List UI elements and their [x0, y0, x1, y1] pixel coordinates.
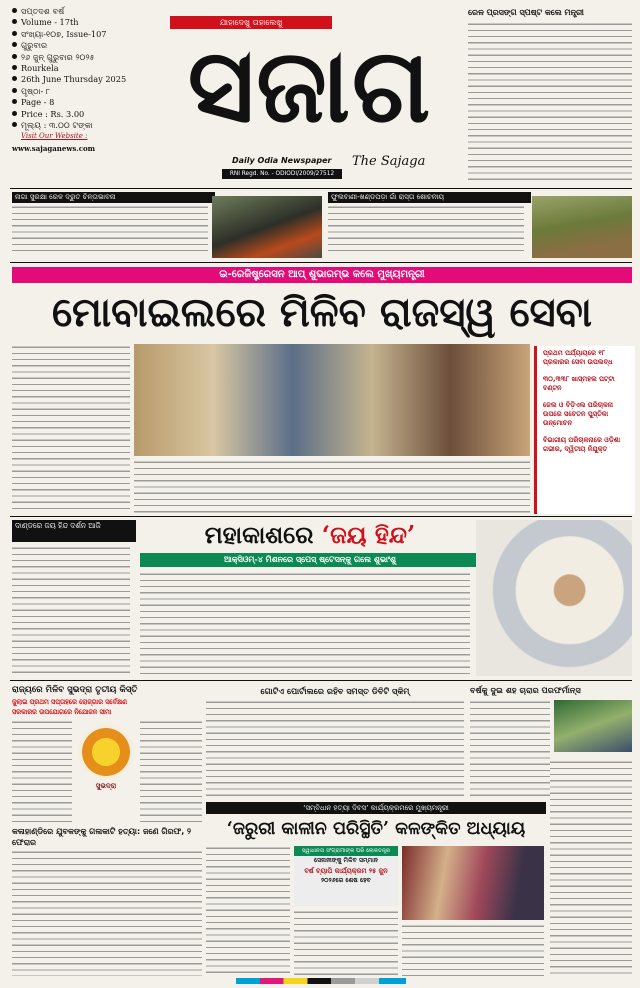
lead-bullets [534, 346, 635, 514]
visit-label: Visit Our Website : [21, 132, 88, 141]
emergency-box-line: ସେନାନୀଙ୍କୁ ମିଳିବ ସମ୍ମାନ [313, 857, 378, 864]
weekday: ଗୁରୁବାର [12, 40, 172, 51]
lead-body-col1 [12, 345, 130, 513]
bottom-left-body [12, 850, 202, 976]
space-side-body [12, 546, 130, 676]
masthead-title: ସଜାଗ [187, 26, 433, 146]
subhadra-headline: ରାଜ୍ୟରେ ମିଳିବ ସୁଭଦ୍ରା ତୃତୀୟ କିସ୍ତି [12, 685, 138, 695]
lead-bullet: ୩୦,୩୩୮ ଖାସ୍‌ମହଲ ପଟ୍ଟା ବଣ୍ଟନ [543, 375, 615, 392]
strip-left-headline: ନାଗା ସୁରକ୍ଷା ରେଳ ଦ୍ରୁତ ଚିନ୍ତାଭାବନା [12, 192, 215, 203]
date-odia: ୨୬ ଜୁନ୍ ଗୁରୁବାର ୨୦୨୫ [12, 52, 172, 63]
emergency-box-line: ସ୍ୱାଧୀନତା ସଂଗ୍ରାମୀଙ୍କ ପରି ଲୋକତନ୍ତ୍ର [294, 846, 398, 856]
space-sub: ଆକ୍ସିଓମ୍-୪ ମିଶନରେ ସ୍ପେସ୍ ଷ୍ଟେସନ୍‌କୁ ଗଲେ ଶୁଭାଂଶୁ [140, 553, 480, 567]
subhadra-bullet-2: ସରକାରର ଉପଯୋଗରେ ନିଯୋଜନ ସୀମା [12, 708, 112, 716]
emergency-box-line: ବର୍ଷ ବ୍ୟାପି କାର୍ଯ୍ୟକ୍ରମ ୨୫ ଜୁନ [304, 867, 388, 875]
subhadra-bullet-1: ଜୁଲାଇ ପ୍ରଥମ ସପ୍ତାହରେ ରୋଜ୍ଗାର ସର୍ବେକ୍ଷଣ [12, 698, 127, 706]
portal-headline: ଗୋଟିଏ ପୋର୍ଟାଲରେ ରହିବ ସମସ୍ତ ଡିବିଟି ସ୍କିମ୍ [260, 686, 410, 696]
rule [10, 680, 632, 681]
bottom-left-headline: କଳାହାଣ୍ଡିରେ ଯୁବକଙ୍କୁ ଗଳାକାଟି ହତ୍ୟା: ଜଣେ ଗିରଫ, ୨ ଫେରାର [12, 827, 192, 847]
strip-right-body [328, 205, 524, 255]
tagline-bar: ଯାହାଦେଖୁ ତାହାଲେଖୁ [170, 16, 332, 29]
astronaut-photo [476, 520, 632, 676]
plant-body [470, 700, 550, 800]
plant-photo [554, 700, 632, 752]
space-headline [140, 520, 480, 550]
plant-headline: ବର୍ଷକୁ ଦୁଇ ଶହ ଚାରାର ପରଫର୍ମାନ୍ସ [470, 685, 581, 695]
top-right-body [468, 22, 632, 182]
strip-right-photo [532, 196, 632, 258]
emergency-headline: ‘ଜରୁରୀ କାଳୀନ ପରିସ୍ଥିତି’ କଳଙ୍କିତ ଅଧ୍ୟାୟ [226, 819, 526, 839]
space-headline-quote: ‘ଜୟ ହିନ୍ଦ’ [321, 520, 416, 549]
pages-odia: ପୃଷ୍ଠା- ୮ [12, 86, 172, 97]
space-headline-left: ମହାକାଶରେ [204, 520, 314, 549]
lead-bullet: ଜେଲ ଓ ବିଡ଼ିଏଲ ପରିଚାଳନା ଉପରେ ସଚେତନ ପୁସ୍ତିକା ଉନ୍ମୋଚନ [543, 401, 614, 427]
subhadra-logo [78, 724, 134, 780]
date-en: 26th June Thursday 2025 [12, 74, 172, 85]
top-right-headline: ରେଳ ପ୍ରସଙ୍ଗ ସ୍ପଷ୍ଟ କଲେ ମନ୍ତ୍ରୀ [468, 8, 584, 17]
far-right-body [550, 760, 632, 976]
emergency-photo [402, 846, 544, 920]
year: ସପ୍ତଦଶ ବର୍ଷ [12, 6, 172, 17]
subhadra-body-right [140, 720, 202, 822]
emergency-box [294, 846, 398, 906]
masthead-script: The Sajaga [352, 154, 426, 169]
rule [10, 516, 632, 517]
issue: ସଂଖ୍ୟା-୧୦୭, Issue-107 [12, 29, 172, 40]
color-bar [236, 978, 406, 984]
lead-photo [134, 344, 530, 456]
strip-right-headline: ଫୁଲବାଣୀ-ଖଣ୍ଡପଡ଼ା ଗାଁ ରାସ୍ତା ଶୋଚନୀୟ [328, 192, 531, 203]
subhadra-logo-text: ସୁଭଦ୍ରା [95, 782, 117, 790]
space-side-title: ଦାଣ୍ଡରେ ଜୟ ହିନ୍ଦ ଦର୍ଶନ ଆଜି [12, 520, 136, 542]
emergency-body-left [206, 846, 290, 976]
volume: Volume - 17th [12, 17, 172, 28]
lead-bullet: ପ୍ରଥମ ପର୍ଯ୍ୟାୟରେ ୧୮ ପ୍ରକାରର ସେବା ଉପଲବ୍ଧ [543, 349, 613, 366]
emergency-kicker: ‘ସମ୍ବିଧାନ ହତ୍ୟା ଦିବସ’ କାର୍ଯ୍ୟକ୍ରମରେ ମୁଖ୍ୟମନ୍ତ୍ରୀ [206, 802, 546, 814]
strip-left-body [12, 205, 208, 255]
portal-body [206, 700, 464, 800]
website-link[interactable]: www.sajaganews.com [12, 143, 96, 153]
lead-kicker: ଇ-ରେଜିଷ୍ଟ୍ରେସନ ଆପ୍ ଶୁଭାରମ୍ଭ କଲେ ମୁଖ୍ୟମନ୍ତ୍ରୀ [12, 267, 632, 283]
emergency-box-line: ୨୦୨୬ରେ ଶେଷ ହେବ [321, 877, 371, 884]
strip-left-photo [212, 196, 322, 258]
price-odia: ମୂଲ୍ୟ : ୩.୦୦ ଟଙ୍କା [12, 120, 172, 131]
emergency-body-right [402, 924, 544, 976]
rule [10, 262, 632, 263]
emergency-body-mid [294, 910, 398, 976]
pages-en: Page - 8 [12, 97, 172, 108]
rule [10, 188, 632, 189]
lead-headline: ମୋବାଇଲରେ ମିଳିବ ରାଜସ୍ୱ ସେବା [51, 289, 593, 336]
city: Rourkela [12, 63, 172, 74]
space-body [140, 572, 470, 676]
subhadra-body-left [12, 720, 72, 822]
lead-body-col2 [134, 460, 530, 514]
price-en: Price : Rs. 3.00 [12, 109, 172, 120]
rni-bar: RNI Regd. No. - ODIODI/2009/27512 [222, 169, 342, 179]
lead-bullet: ବିଭାଗୀୟ ପରିଚାଳନାରେ ଓଡ଼ିଶା ଗଭୀର, ଦ୍ୱିତୀୟ ନିଯୁକ୍ତ [543, 436, 621, 453]
masthead-subtitle: Daily Odia Newspaper [232, 156, 332, 165]
masthead-info [12, 6, 172, 154]
